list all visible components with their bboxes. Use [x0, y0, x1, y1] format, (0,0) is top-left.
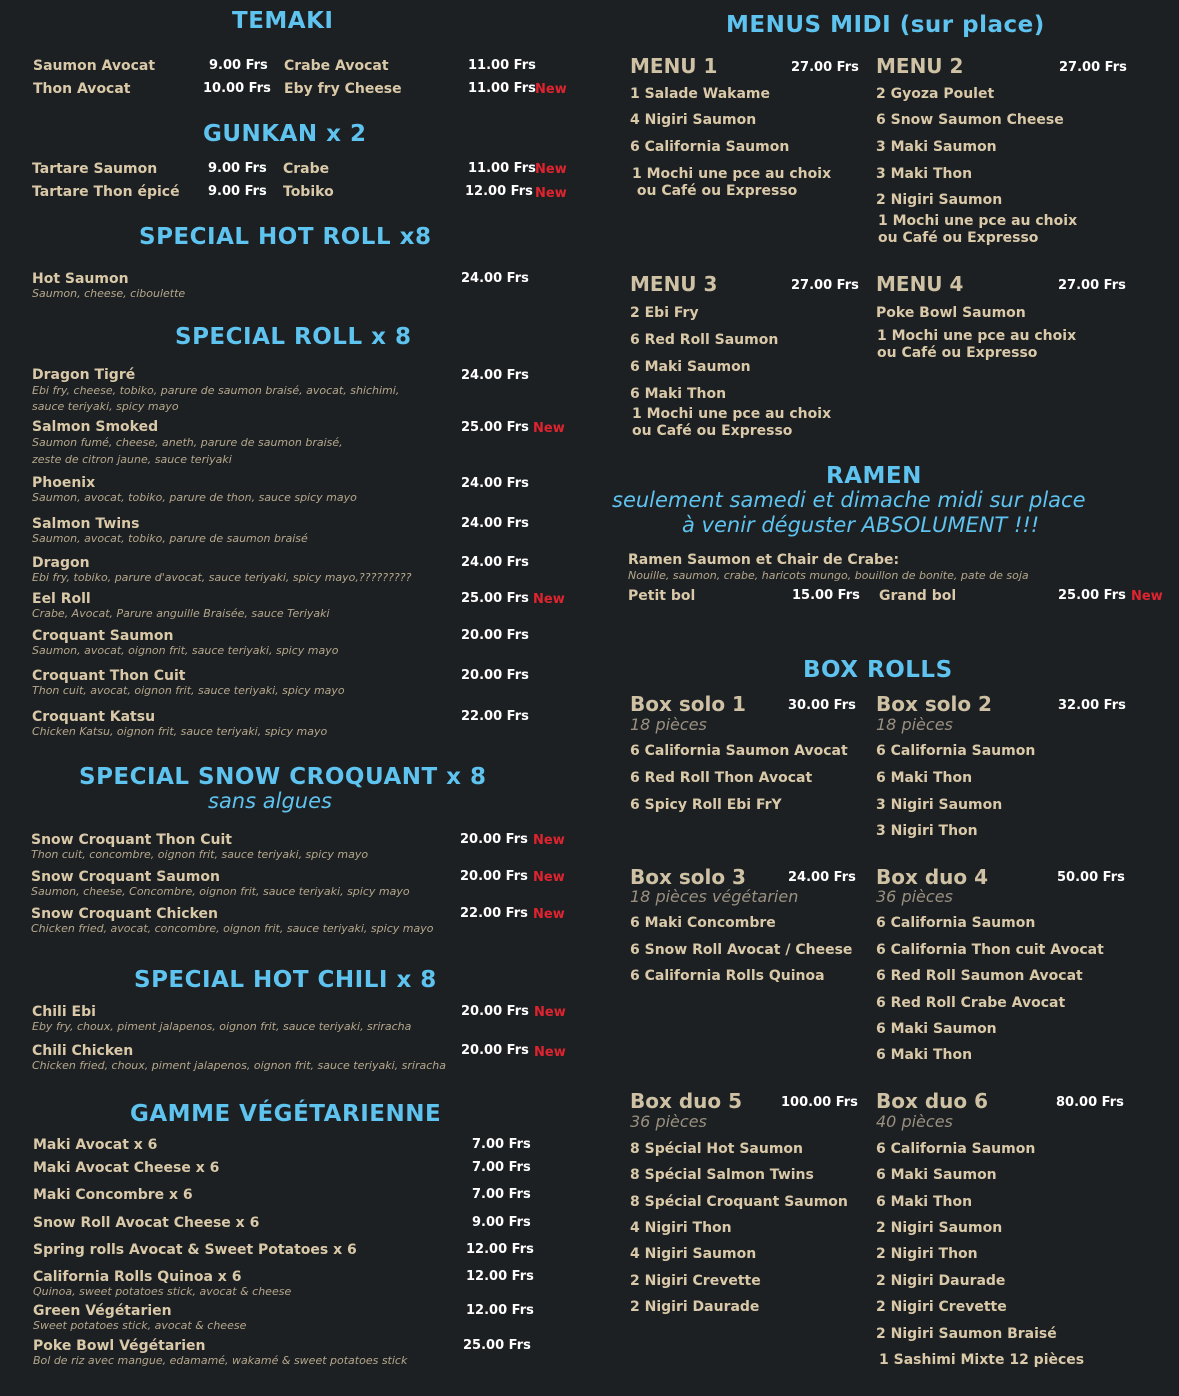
box-title: Box solo 1	[630, 692, 746, 716]
menu-line: 1 Mochi une pce au choix	[877, 328, 1077, 344]
menu-line: 3 Maki Thon	[876, 166, 973, 182]
item-name: Salmon Smoked	[32, 419, 159, 435]
item-name: Snow Croquant Thon Cuit	[31, 832, 232, 848]
box-line: 4 Nigiri Thon	[630, 1220, 732, 1236]
menu-line: 6 California Saumon	[630, 139, 790, 155]
item-price: 20.00 Frs	[461, 628, 529, 643]
item-desc: Saumon, cheese, Concombre, oignon frit, sauce teriyaki, spicy mayo	[31, 885, 410, 898]
menu-line: 2 Gyoza Poulet	[876, 86, 995, 102]
box-line: 6 California Thon cuit Avocat	[876, 942, 1104, 958]
box-subtitle: 18 pièces	[876, 715, 953, 734]
box-line: 8 Spécial Croquant Saumon	[630, 1194, 848, 1210]
box-line: 2 Nigiri Daurade	[630, 1299, 760, 1315]
ramen-subtitle: seulement samedi et dimache midi sur place	[612, 488, 1086, 512]
item-name: Snow Croquant Saumon	[31, 869, 220, 885]
box-subtitle: 18 pièces	[630, 715, 707, 734]
item-price: 22.00 Frs	[460, 906, 528, 921]
item-name: Snow Croquant Chicken	[31, 906, 218, 922]
item-desc: sauce teriyaki, spicy mayo	[32, 400, 179, 413]
item-name: Croquant Katsu	[32, 709, 156, 725]
box-line: 6 California Saumon Avocat	[630, 743, 848, 759]
box-line: 6 California Saumon	[876, 743, 1036, 759]
new-badge: New	[533, 421, 565, 436]
item-name: Chili Chicken	[32, 1043, 134, 1059]
box-subtitle: 18 pièces végétarien	[630, 887, 799, 906]
menu-line: 3 Maki Saumon	[876, 139, 997, 155]
box-subtitle: 40 pièces	[876, 1112, 953, 1131]
item-price: 24.00 Frs	[461, 555, 529, 570]
new-badge: New	[535, 162, 567, 177]
new-badge: New	[533, 870, 565, 885]
box-title: Box duo 6	[876, 1089, 989, 1113]
item-desc: Eby fry, choux, piment jalapenos, oignon frit, sauce teriyaki, sriracha	[32, 1020, 412, 1033]
item-price: 25.00 Frs	[461, 591, 529, 606]
item-price: 7.00 Frs	[472, 1187, 531, 1202]
item-desc: zeste de citron jaune, sauce teriyaki	[32, 453, 232, 466]
menu-line: 6 Red Roll Saumon	[630, 332, 779, 348]
new-badge: New	[533, 592, 565, 607]
item-price: 11.00 Frs	[468, 58, 536, 73]
item-desc: Chicken fried, choux, piment jalapenos, oignon frit, sauce teriyaki, sriracha	[32, 1059, 446, 1072]
item-price: 25.00 Frs	[461, 420, 529, 435]
item-name: Tartare Saumon	[32, 161, 158, 177]
menu-line: 6 Maki Saumon	[630, 359, 751, 375]
item-desc: Ebi fry, tobiko, parure d'avocat, sauce teriyaki, spicy mayo,?????????	[32, 571, 412, 584]
box-title: Box duo 4	[876, 865, 989, 889]
menu-price: 27.00 Frs	[1059, 60, 1127, 75]
menu-line: 2 Ebi Fry	[630, 305, 699, 321]
box-line: 3 Nigiri Thon	[876, 823, 978, 839]
section-title-vege: GAMME VÉGÉTARIENNE	[130, 1101, 442, 1127]
menu-price: 27.00 Frs	[791, 60, 859, 75]
section-title-chili: SPECIAL HOT CHILI x 8	[134, 967, 437, 993]
box-line: 6 Red Roll Saumon Avocat	[876, 968, 1083, 984]
menu-title: MENU 4	[876, 272, 964, 296]
item-desc: Chicken fried, avocat, concombre, oignon frit, sauce teriyaki, spicy mayo	[31, 922, 434, 935]
new-badge: New	[534, 1005, 566, 1020]
menu-line: ou Café ou Expresso	[878, 230, 1039, 246]
box-line: 6 Maki Saumon	[876, 1021, 997, 1037]
item-price: 20.00 Frs	[461, 668, 529, 683]
menu-title: MENU 3	[630, 272, 718, 296]
menu-title: MENU 2	[876, 54, 964, 78]
menu-title: MENU 1	[630, 54, 718, 78]
new-badge: New	[534, 1045, 566, 1060]
item-price: 24.00 Frs	[461, 271, 529, 286]
box-line: 2 Nigiri Daurade	[876, 1273, 1006, 1289]
item-price: 9.00 Frs	[208, 161, 267, 176]
box-line: 8 Spécial Salmon Twins	[630, 1167, 814, 1183]
section-title-box: BOX ROLLS	[803, 657, 953, 683]
item-price: 24.00 Frs	[461, 368, 529, 383]
item-desc: Sweet potatoes stick, avocat & cheese	[33, 1319, 247, 1332]
item-desc: Saumon, cheese, ciboulette	[32, 287, 186, 300]
box-line: 3 Nigiri Saumon	[876, 797, 1003, 813]
menu-line: ou Café ou Expresso	[632, 423, 793, 439]
item-name: Poke Bowl Végétarien	[33, 1338, 206, 1354]
box-line: 6 Maki Thon	[876, 1194, 973, 1210]
box-line: 2 Nigiri Saumon Braisé	[876, 1326, 1057, 1342]
box-line: 6 Maki Thon	[876, 1047, 973, 1063]
new-badge: New	[535, 82, 567, 97]
box-line: 6 Maki Thon	[876, 770, 973, 786]
item-desc: Thon cuit, avocat, oignon frit, sauce teriyaki, spicy mayo	[32, 684, 345, 697]
item-name: Dragon	[32, 555, 90, 571]
item-name: Tobiko	[283, 184, 334, 200]
menu-line: Poke Bowl Saumon	[876, 305, 1026, 321]
item-name: Crabe Avocat	[284, 58, 389, 74]
item-price: 22.00 Frs	[461, 709, 529, 724]
item-price: 24.00 Frs	[461, 516, 529, 531]
item-name: Eel Roll	[32, 591, 91, 607]
box-line: 1 Sashimi Mixte 12 pièces	[879, 1352, 1085, 1368]
section-title-gunkan: GUNKAN x 2	[203, 121, 367, 147]
item-price: 10.00 Frs	[203, 81, 271, 96]
box-line: 4 Nigiri Saumon	[630, 1246, 757, 1262]
item-name: Hot Saumon	[32, 271, 129, 287]
item-name: Crabe	[283, 161, 330, 177]
item-price: 9.00 Frs	[208, 184, 267, 199]
box-line: 6 Red Roll Crabe Avocat	[876, 995, 1066, 1011]
item-price: 20.00 Frs	[461, 1004, 529, 1019]
item-price: 7.00 Frs	[472, 1160, 531, 1175]
item-price: 12.00 Frs	[466, 1242, 534, 1257]
box-price: 50.00 Frs	[1057, 870, 1125, 885]
item-name: Croquant Thon Cuit	[32, 668, 186, 684]
menu-line: 4 Nigiri Saumon	[630, 112, 757, 128]
box-line: 8 Spécial Hot Saumon	[630, 1141, 804, 1157]
box-price: 80.00 Frs	[1056, 1095, 1124, 1110]
box-title: Box solo 3	[630, 865, 746, 889]
box-line: 6 Maki Concombre	[630, 915, 776, 931]
item-desc: Saumon, avocat, tobiko, parure de thon, sauce spicy mayo	[32, 491, 357, 504]
box-line: 6 Maki Saumon	[876, 1167, 997, 1183]
menu-line: 1 Mochi une pce au choix	[632, 406, 832, 422]
menu-line: 1 Mochi une pce au choix	[878, 213, 1078, 229]
item-desc: Nouille, saumon, crabe, haricots mungo, bouillon de bonite, pate de soja	[628, 569, 1029, 582]
section-title-hot-roll: SPECIAL HOT ROLL x8	[139, 224, 432, 250]
item-desc: Bol de riz avec mangue, edamamé, wakamé & sweet potatoes stick	[33, 1354, 408, 1367]
ramen-subtitle: à venir déguster ABSOLUMENT !!!	[682, 513, 1040, 537]
item-name: Salmon Twins	[32, 516, 140, 532]
menu-line: 6 Maki Thon	[630, 386, 727, 402]
item-name: California Rolls Quinoa x 6	[33, 1269, 242, 1285]
item-price: 9.00 Frs	[472, 1215, 531, 1230]
box-line: 2 Nigiri Saumon	[876, 1220, 1003, 1236]
item-name: Thon Avocat	[33, 81, 131, 97]
box-line: 6 Red Roll Thon Avocat	[630, 770, 813, 786]
item-name: Croquant Saumon	[32, 628, 174, 644]
item-name: Grand bol	[879, 588, 957, 604]
box-title: Box solo 2	[876, 692, 992, 716]
section-subtitle-snow: sans algues	[208, 789, 332, 813]
item-desc: Saumon, avocat, tobiko, parure de saumon braisé	[32, 532, 308, 545]
item-price: 20.00 Frs	[460, 832, 528, 847]
new-badge: New	[533, 833, 565, 848]
item-price: 12.00 Frs	[466, 1303, 534, 1318]
box-line: 2 Nigiri Crevette	[630, 1273, 761, 1289]
item-price: 9.00 Frs	[209, 58, 268, 73]
item-price: 20.00 Frs	[460, 869, 528, 884]
box-title: Box duo 5	[630, 1089, 743, 1113]
item-name: Petit bol	[628, 588, 696, 604]
box-line: 6 Snow Roll Avocat / Cheese	[630, 942, 853, 958]
item-name: Spring rolls Avocat & Sweet Potatoes x 6	[33, 1242, 357, 1258]
item-price: 11.00 Frs	[468, 81, 536, 96]
menu-line: 1 Mochi une pce au choix	[632, 166, 832, 182]
new-badge: New	[535, 186, 567, 201]
box-price: 100.00 Frs	[781, 1095, 858, 1110]
item-price: 12.00 Frs	[466, 1269, 534, 1284]
item-desc: Saumon fumé, cheese, aneth, parure de saumon braisé,	[32, 436, 343, 449]
item-name: Maki Avocat Cheese x 6	[33, 1160, 220, 1176]
menu-price: 27.00 Frs	[1058, 278, 1126, 293]
item-name: Maki Concombre x 6	[33, 1187, 193, 1203]
box-subtitle: 36 pièces	[876, 887, 953, 906]
box-line: 2 Nigiri Thon	[876, 1246, 978, 1262]
new-badge: New	[1131, 589, 1163, 604]
box-subtitle: 36 pièces	[630, 1112, 707, 1131]
menu-price: 27.00 Frs	[791, 278, 859, 293]
item-name: Tartare Thon épicé	[32, 184, 180, 200]
box-line: 6 California Saumon	[876, 915, 1036, 931]
item-name: Phoenix	[32, 475, 96, 491]
item-price: 15.00 Frs	[792, 588, 860, 603]
box-price: 32.00 Frs	[1058, 698, 1126, 713]
item-price: 25.00 Frs	[1058, 588, 1126, 603]
item-name: Eby fry Cheese	[284, 81, 402, 97]
item-desc: Ebi fry, cheese, tobiko, parure de saumon braisé, avocat, shichimi,	[32, 384, 400, 397]
section-title-ramen: RAMEN	[826, 463, 922, 489]
item-name: Chili Ebi	[32, 1004, 96, 1020]
item-price: 12.00 Frs	[465, 184, 533, 199]
item-price: 20.00 Frs	[461, 1043, 529, 1058]
menu-line: 6 Snow Saumon Cheese	[876, 112, 1064, 128]
item-desc: Quinoa, sweet potatoes stick, avocat & cheese	[33, 1285, 292, 1298]
menu-line: ou Café ou Expresso	[877, 345, 1038, 361]
item-price: 25.00 Frs	[463, 1338, 531, 1353]
item-price: 7.00 Frs	[472, 1137, 531, 1152]
item-desc: Thon cuit, concombre, oignon frit, sauce teriyaki, spicy mayo	[31, 848, 369, 861]
item-name: Green Végétarien	[33, 1303, 172, 1319]
box-price: 24.00 Frs	[788, 870, 856, 885]
box-price: 30.00 Frs	[788, 698, 856, 713]
item-price: 24.00 Frs	[461, 476, 529, 491]
new-badge: New	[533, 907, 565, 922]
item-name: Saumon Avocat	[33, 58, 156, 74]
item-price: 11.00 Frs	[468, 161, 536, 176]
box-line: 6 California Rolls Quinoa	[630, 968, 825, 984]
item-desc: Saumon, avocat, oignon frit, sauce teriyaki, spicy mayo	[32, 644, 339, 657]
item-name: Dragon Tigré	[32, 367, 136, 383]
item-name: Ramen Saumon et Chair de Crabe:	[628, 552, 900, 568]
box-line: 2 Nigiri Crevette	[876, 1299, 1007, 1315]
item-name: Snow Roll Avocat Cheese x 6	[33, 1215, 260, 1231]
menu-line: 2 Nigiri Saumon	[876, 192, 1003, 208]
section-title-temaki: TEMAKI	[232, 8, 334, 34]
menu-line: ou Café ou Expresso	[632, 183, 798, 199]
item-desc: Crabe, Avocat, Parure anguille Braisée, sauce Teriyaki	[32, 607, 330, 620]
menu-line: 1 Salade Wakame	[630, 86, 771, 102]
section-title-menus-midi: MENUS MIDI (sur place)	[726, 12, 1045, 38]
box-line: 6 California Saumon	[876, 1141, 1036, 1157]
section-title-snow: SPECIAL SNOW CROQUANT x 8	[79, 764, 487, 790]
item-desc: Chicken Katsu, oignon frit, sauce teriyaki, spicy mayo	[32, 725, 328, 738]
box-line: 6 Spicy Roll Ebi FrY	[630, 797, 782, 813]
item-name: Maki Avocat x 6	[33, 1137, 158, 1153]
section-title-special-roll: SPECIAL ROLL x 8	[175, 324, 412, 350]
